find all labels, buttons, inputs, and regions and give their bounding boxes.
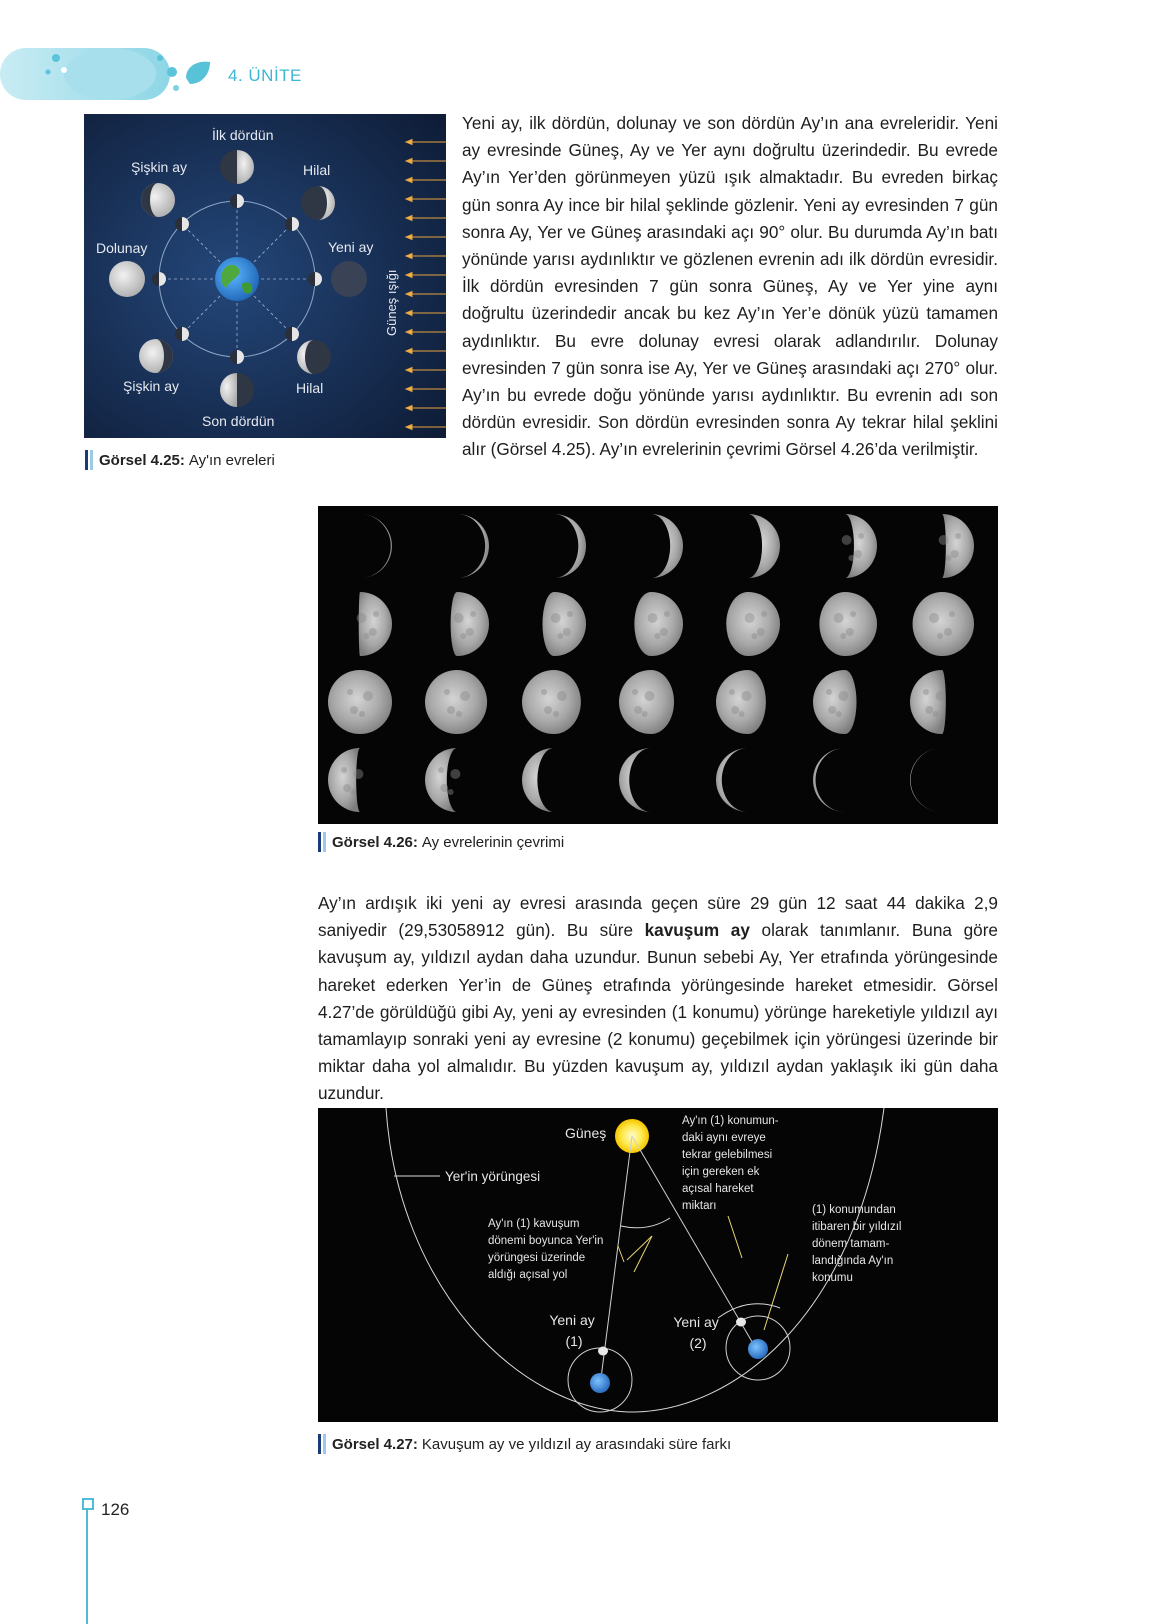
crater-mark <box>933 711 939 717</box>
crater-mark <box>347 689 353 695</box>
crater-mark <box>460 633 466 639</box>
crater-mark <box>944 628 952 636</box>
crater-mark <box>731 706 739 714</box>
crater-mark <box>448 789 454 795</box>
crater-mark <box>353 769 363 779</box>
caption-4-25 <box>85 450 275 470</box>
synodic-sidereal-diagram <box>318 1108 998 1422</box>
note-right: (1) konumundan itibaren bir yıldızıl dönem tamam- landığında Ay'ın konumu <box>812 1204 902 1284</box>
crater-mark <box>557 691 567 701</box>
caption-4-25-label: Görsel 4.25: <box>99 451 185 469</box>
crater-mark <box>369 628 377 636</box>
crater-mark <box>935 691 945 701</box>
new-moon-2-label: Yeni ay (2) <box>673 1314 719 1351</box>
page-number: 126 <box>101 1500 130 1519</box>
earth-position-2 <box>748 1339 768 1359</box>
crater-mark <box>846 628 854 636</box>
label-waning-crescent: Hilal <box>296 380 324 396</box>
page-number-marker <box>82 1498 94 1510</box>
crater-mark <box>648 613 658 623</box>
crater-mark <box>828 706 836 714</box>
crater-mark <box>363 633 369 639</box>
earth-position-1 <box>590 1373 610 1393</box>
moon-lit-area <box>425 670 487 734</box>
crater-mark <box>642 711 648 717</box>
caption-4-26 <box>318 832 564 852</box>
crater-mark <box>466 628 474 636</box>
moon-position-1 <box>598 1347 608 1356</box>
crater-mark <box>563 628 571 636</box>
label-waxing-gibbous: Şişkin ay <box>131 159 188 175</box>
crater-mark <box>373 611 379 617</box>
crater-mark <box>838 691 848 701</box>
crater-mark <box>553 711 559 717</box>
moon-phase-photo <box>328 670 392 734</box>
crater-mark <box>660 628 668 636</box>
crater-mark <box>351 789 357 795</box>
label-full-moon: Dolunay <box>96 240 148 256</box>
crater-mark <box>456 711 462 717</box>
crater-mark <box>929 613 939 623</box>
caption-4-26-text: Ay evrelerinin çevrimi <box>421 833 565 851</box>
moon-lit-area <box>328 670 392 734</box>
moon-phase-photo <box>425 670 487 734</box>
moon-phase-cycle-photo <box>318 506 998 824</box>
synodic-month-paragraph <box>318 890 998 1108</box>
crater-mark <box>848 555 854 561</box>
crater-mark <box>925 706 933 714</box>
crater-mark <box>939 535 949 545</box>
crater-mark <box>745 613 755 623</box>
crater-mark <box>460 691 470 701</box>
crater-mark <box>949 611 955 617</box>
paragraph-part-1: Ay’ın ardışık iki yeni ay evresi arasında geçen süre 29 gün 12 saat 44 dakika 2,9 saniyedir (29,53058912 gün). Bu süre <box>318 893 998 941</box>
crater-mark <box>567 611 573 617</box>
page-number-line <box>86 1500 88 1624</box>
crater-mark <box>454 613 464 623</box>
new-moon-1-label: Yeni ay (1) <box>549 1312 595 1349</box>
crater-mark <box>632 689 638 695</box>
crater-mark <box>834 613 844 623</box>
crater-mark <box>544 706 552 714</box>
crater-mark <box>350 706 358 714</box>
caption-4-27-text: Kavuşum ay ve yıldızıl ay arasındaki süre farkı <box>421 1435 732 1453</box>
crater-mark <box>551 613 561 623</box>
crater-mark <box>751 633 757 639</box>
crater-mark <box>664 611 670 617</box>
sun-label: Güneş <box>565 1125 607 1141</box>
paragraph-part-2: olarak tanımlanır. Buna göre kavuşum ay, yıldızıl aydan daha uzundur. Bunun sebebi Ay, Yer etrafında yörüngesinde hareket ederken Yer’in de Güneş etrafında yörüngesinde hareket etmesidir. Görsel 4.27’de görüldüğü gibi Ay, yeni ay evresinden (1 konumu) yörünge hareketiyle yıldızıl ayı tamamlayıp sonraki yeni ay evresine (2 konumu) geçebilmek için yörüngesi üzerinde bir miktar daha yol almalıdır. Bu yüzden kavuşum ay, yıldızıl aydan yaklaşık iki gün daha uzundur. <box>318 920 998 1104</box>
crater-mark <box>826 689 832 695</box>
crater-mark <box>842 535 852 545</box>
crater-mark <box>840 633 846 639</box>
crater-mark <box>341 767 347 773</box>
crater-mark <box>359 711 365 717</box>
label-waxing-crescent: Hilal <box>303 162 331 178</box>
crater-mark <box>850 611 856 617</box>
caption-4-27 <box>318 1434 731 1454</box>
label-new-moon: Yeni ay <box>328 239 374 255</box>
earth-icon <box>215 257 259 301</box>
crater-mark <box>955 533 961 539</box>
crater-mark <box>363 691 373 701</box>
crater-mark <box>343 784 351 792</box>
label-last-quarter: Son dördün <box>202 413 275 429</box>
note-left: Ay'ın (1) kavuşum dönemi boyunca Yer'in yörüngesi üzerinde aldığı açısal yol <box>488 1218 604 1281</box>
crater-mark <box>729 689 735 695</box>
moon-lit-area <box>913 592 974 656</box>
caption-4-25-text: Ay'ın evreleri <box>188 451 275 469</box>
crater-mark <box>951 550 959 558</box>
moon-phases-diagram <box>84 114 446 438</box>
crater-mark <box>741 691 751 701</box>
crater-mark <box>357 613 367 623</box>
intro-paragraph: Yeni ay, ilk dördün, dolunay ve son dördün Ay’ın ana evreleridir. Yeni ay evresinde Güneş, Ay ve Yer aynı doğrultu üzerindedir. Bu evrede Ay’ın Yer’den görünmeyen yüzü ışık almaktadır. Bu evreden birkaç gün sonra Ay ince bir hilal şeklinde gözlenir. Yeni ay evresinden 7 gün sonra Ay, Yer ve Güneş arasındaki açı 90° olur. Bu durumda Ay’ın batı yönünde yarısı aydınlıktır ve gözlenen evrenin adı ilk dördün evresidir. İlk dördün evresinden 7 gün sonra Güneş, Ay ve Yer yine aynı doğrultu üzerindedir ancak bu kez Ay’ın Yer’e dönük yüzü tamamen aydınlıktır. Bu evre dolunay evresi olarak adlandırılır. Dolunay evresinden 7 gün sonra ise Ay, Yer ve Güneş arasındaki açı 270° olur. Ay’ın bu evrede doğu yönünde yarısı aydınlıktır. Bu evrenin adı son dördün evresidir. Son dördün evresinden sonra Ay tekrar hilal şeklini alır (Görsel 4.25). Ay’ın evrelerinin çevrimi Görsel 4.26’da verilmiştir. <box>462 113 998 460</box>
crater-mark <box>739 711 745 717</box>
crater-mark <box>945 555 951 561</box>
crater-mark <box>447 706 455 714</box>
crater-mark <box>440 784 448 792</box>
crater-mark <box>923 689 929 695</box>
crater-mark <box>557 633 563 639</box>
label-sunlight: Güneş ışığı <box>384 269 399 336</box>
crater-mark <box>634 706 642 714</box>
moon-phase-photo <box>913 592 974 656</box>
crater-mark <box>757 628 765 636</box>
crater-mark <box>854 550 862 558</box>
unit-label: 4. ÜNİTE <box>228 66 302 85</box>
caption-4-27-label: Görsel 4.27: <box>332 1435 418 1453</box>
crater-mark <box>654 633 660 639</box>
label-first-quarter: İlk dördün <box>212 127 274 143</box>
crater-mark <box>761 611 767 617</box>
caption-4-26-label: Görsel 4.26: <box>332 833 418 851</box>
moon-position-2 <box>736 1318 746 1327</box>
crater-mark <box>836 711 842 717</box>
crater-mark <box>937 633 943 639</box>
note-top: Ay'ın (1) konumun- daki aynı evreye tekrar gelebilmesi için gereken ek açısal hareket miktarı <box>682 1115 779 1212</box>
crater-mark <box>644 691 654 701</box>
crater-mark <box>858 533 864 539</box>
crater-mark <box>444 689 450 695</box>
crater-mark <box>470 611 476 617</box>
crater-mark <box>438 767 444 773</box>
header-decoration <box>0 40 240 106</box>
term-synodic-month: kavuşum ay <box>644 920 750 941</box>
crater-mark <box>450 769 460 779</box>
orbit-label: Yer'in yörüngesi <box>445 1169 541 1184</box>
label-waning-gibbous: Şişkin ay <box>123 378 180 394</box>
crater-mark <box>541 689 547 695</box>
